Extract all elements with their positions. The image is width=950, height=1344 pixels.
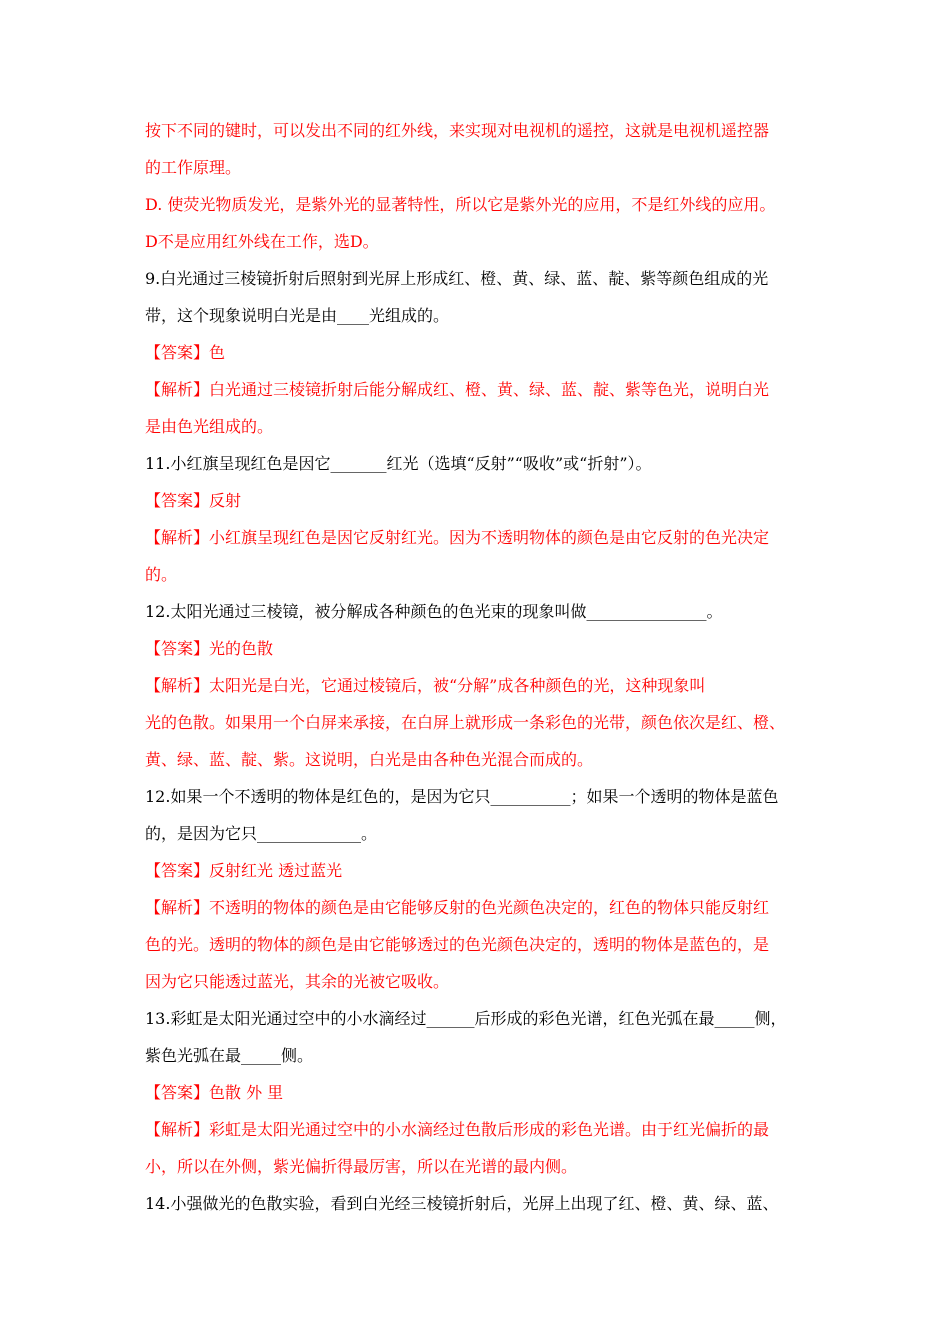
- answer-line: 的。: [145, 565, 178, 584]
- question-line: 的，是因为它只_____________。: [145, 824, 378, 843]
- answer-line: 光的色散。如果用一个白屏来承接，在白屏上就形成一条彩色的光带，颜色依次是红、橙、: [145, 713, 786, 732]
- answer-line: 【答案】反射红光 透过蓝光: [145, 861, 343, 880]
- answer-line: 【答案】色: [145, 343, 226, 362]
- answer-line: 【答案】色散 外 里: [145, 1083, 284, 1102]
- answer-line: 小，所以在外侧，紫光偏折得最厉害，所以在光谱的最内侧。: [145, 1157, 578, 1176]
- question-line: 11.小红旗呈现红色是因它_______红光（选填“反射”“吸收”或“折射”）。: [145, 454, 652, 473]
- answer-line: 【解析】小红旗呈现红色是因它反射红光。因为不透明物体的颜色是由它反射的色光决定: [145, 528, 770, 547]
- answer-line: 【解析】不透明的物体的颜色是由它能够反射的色光颜色决定的，红色的物体只能反射红: [145, 898, 770, 917]
- question-line: 14.小强做光的色散实验，看到白光经三棱镜折射后，光屏上出现了红、橙、黄、绿、蓝、: [145, 1194, 779, 1213]
- answer-line: 因为它只能透过蓝光，其余的光被它吸收。: [145, 972, 450, 991]
- answer-line: D. 使荧光物质发光，是紫外光的显著特性，所以它是紫外光的应用，不是红外线的应用。: [145, 195, 776, 214]
- question-line: 12.太阳光通过三棱镜，被分解成各种颜色的色光束的现象叫做_______________。: [145, 602, 723, 621]
- answer-line: 【解析】彩虹是太阳光通过空中的小水滴经过色散后形成的彩色光谱。由于红光偏折的最: [145, 1120, 770, 1139]
- answer-line: D不是应用红外线在工作，选D。: [145, 232, 379, 251]
- question-line: 9.白光通过三棱镜折射后照射到光屏上形成红、橙、黄、绿、蓝、靛、紫等颜色组成的光: [145, 269, 769, 288]
- answer-line: 是由色光组成的。: [145, 417, 274, 436]
- question-line: 紫色光弧在最_____侧。: [145, 1046, 314, 1065]
- answer-line: 按下不同的键时，可以发出不同的红外线，来实现对电视机的遥控，这就是电视机遥控器: [145, 121, 770, 140]
- answer-line: 【答案】光的色散: [145, 639, 274, 658]
- question-line: 带，这个现象说明白光是由____光组成的。: [145, 306, 450, 325]
- answer-line: 【解析】太阳光是白光，它通过棱镜后，被“分解”成各种颜色的光，这种现象叫: [145, 676, 706, 695]
- answer-line: 【答案】反射: [145, 491, 242, 510]
- answer-line: 【解析】白光通过三棱镜折射后能分解成红、橙、黄、绿、蓝、靛、紫等色光，说明白光: [145, 380, 770, 399]
- answer-line: 黄、绿、蓝、靛、紫。这说明，白光是由各种色光混合而成的。: [145, 750, 594, 769]
- question-line: 12.如果一个不透明的物体是红色的，是因为它只__________；如果一个透明的物体是蓝色: [145, 787, 779, 806]
- document-body: [145, 112, 820, 1222]
- question-line: 13.彩虹是太阳光通过空中的小水滴经过______后形成的彩色光谱，红色光弧在最_____侧，: [145, 1009, 787, 1028]
- answer-line: 的工作原理。: [145, 158, 242, 177]
- answer-line: 色的光。透明的物体的颜色是由它能够透过的色光颜色决定的，透明的物体是蓝色的，是: [145, 935, 770, 954]
